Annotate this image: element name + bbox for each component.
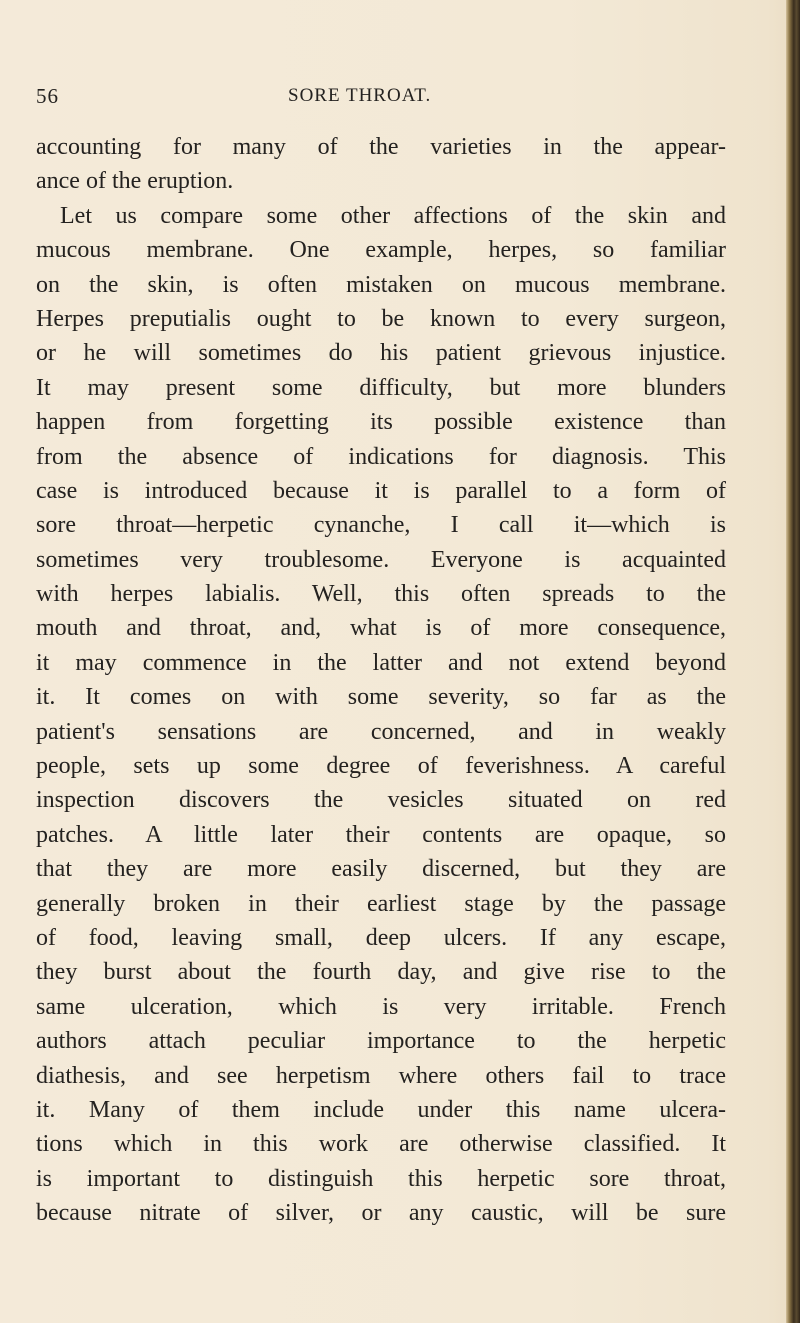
text-line: happen from forgetting its possible existence than xyxy=(36,409,726,436)
text-line: or he will sometimes do his patient grievous injustice. xyxy=(36,340,726,367)
text-line: mouth and throat, and, what is of more consequence, xyxy=(36,615,726,642)
text-line: they burst about the fourth day, and give rise to the xyxy=(36,959,726,986)
text-line: diathesis, and see herpetism where others fail to trace xyxy=(36,1062,726,1089)
text-line: Herpes preputialis ought to be known to every surgeon, xyxy=(36,305,726,332)
text-line: it. It comes on with some severity, so far as the xyxy=(36,684,726,711)
text-line: mucous membrane. One example, herpes, so familiar xyxy=(36,237,726,264)
text-line: accounting for many of the varieties in the appear- xyxy=(36,134,726,160)
text-line: It may present some difficulty, but more blunders xyxy=(36,374,726,401)
text-line: from the absence of indications for diagnosis. This xyxy=(36,443,726,470)
text-line: with herpes labialis. Well, this often spreads to the xyxy=(36,581,726,608)
text-line: is important to distinguish this herpetic sore throat, xyxy=(36,1165,726,1192)
text-line: patches. A little later their contents are opaque, so xyxy=(36,821,726,848)
text-line: that they are more easily discerned, but they are xyxy=(36,856,726,883)
running-head: SORE THROAT. xyxy=(288,85,432,106)
book-spine-edge xyxy=(786,0,800,1323)
text-line: Let us compare some other affections of the skin and xyxy=(60,202,726,229)
text-line: inspection discovers the vesicles situated on red xyxy=(36,787,726,814)
text-line: patient's sensations are concerned, and in weakly xyxy=(36,718,726,745)
text-line: same ulceration, which is very irritable. French xyxy=(36,993,726,1020)
text-line: people, sets up some degree of feverishness. A careful xyxy=(36,753,726,780)
text-line: tions which in this work are otherwise classified. It xyxy=(36,1131,726,1158)
body-text xyxy=(36,130,726,1231)
text-line: case is introduced because it is parallel to a form of xyxy=(36,477,726,504)
text-line: ance of the eruption. xyxy=(36,168,234,195)
text-line: it. Many of them include under this name ulcera- xyxy=(36,1096,726,1123)
text-line: generally broken in their earliest stage by the passage xyxy=(36,890,726,917)
text-line: sometimes very troublesome. Everyone is acquainted xyxy=(36,546,726,573)
text-line: authors attach peculiar importance to the herpetic xyxy=(36,1028,726,1055)
page-header xyxy=(36,84,736,114)
text-line: because nitrate of silver, or any caustic, will be sure xyxy=(36,1200,726,1227)
page-number: 56 xyxy=(36,84,59,108)
text-line: on the skin, is often mistaken on mucous membrane. xyxy=(36,271,726,298)
text-line: sore throat—herpetic cynanche, I call it—which is xyxy=(36,512,726,539)
text-line: of food, leaving small, deep ulcers. If any escape, xyxy=(36,924,726,951)
text-line: it may commence in the latter and not extend beyond xyxy=(36,649,726,676)
